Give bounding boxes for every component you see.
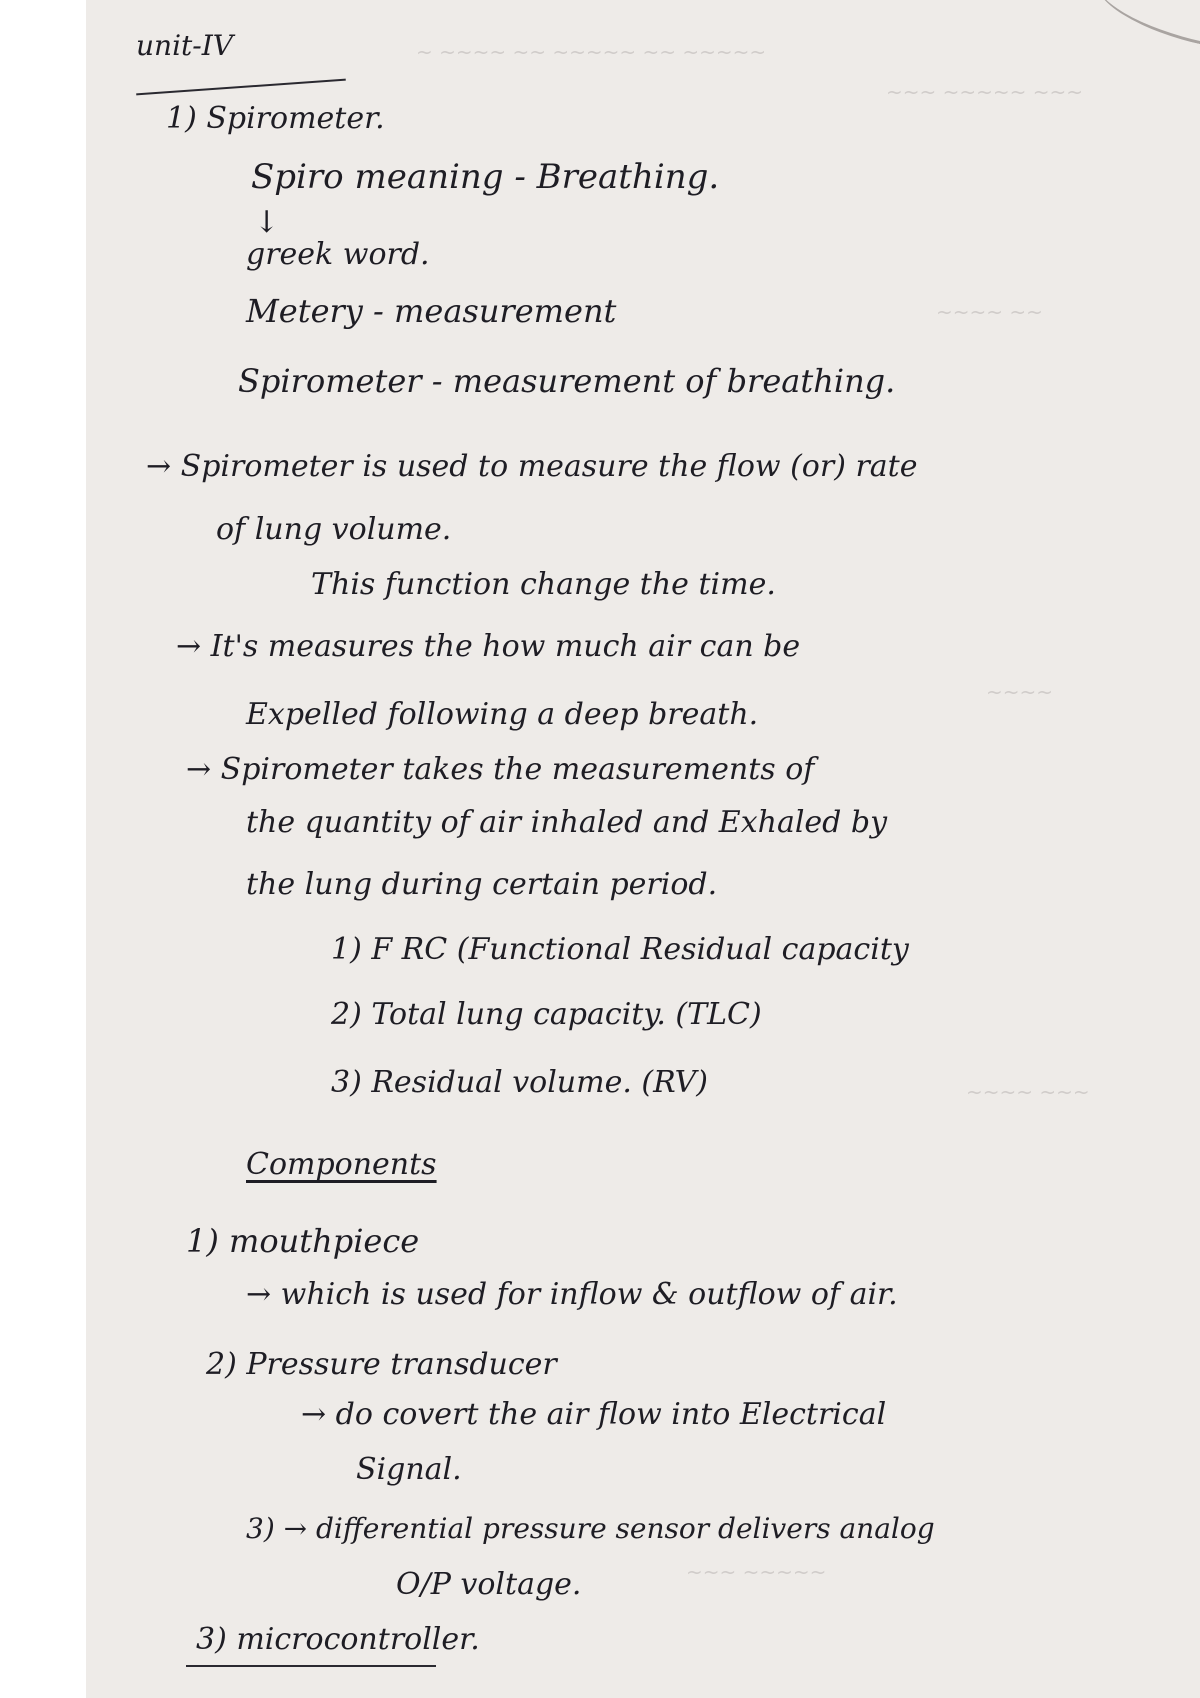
description-line: the quantity of air inhaled and Exhaled by — [246, 805, 888, 840]
topic-heading: 1) Spirometer. — [166, 101, 385, 136]
definition-arrow: ↓ — [254, 205, 280, 240]
unit-heading: unit-IV — [136, 29, 234, 62]
component-line: 3) → differential pressure sensor delivers analog — [246, 1512, 935, 1545]
measures-list-item: 3) Residual volume. (RV) — [331, 1065, 708, 1100]
component-underline — [186, 1665, 436, 1667]
component-line: Signal. — [356, 1452, 462, 1487]
notebook-page — [86, 0, 1200, 1698]
component-line: → do covert the air flow into Electrical — [301, 1397, 887, 1432]
bleed-through-texture: ~~~~ — [986, 680, 1054, 704]
description-line: the lung during certain period. — [246, 867, 718, 902]
heading-underline — [136, 79, 346, 96]
definition-line: Metery - measurement — [246, 292, 617, 330]
components-heading: Components — [246, 1147, 437, 1182]
component-line: → which is used for inflow & outflow of air. — [246, 1277, 898, 1312]
bleed-through-texture: ~~~~ ~~~ — [966, 1080, 1090, 1104]
definition-line: Spirometer - measurement of breathing. — [238, 362, 896, 400]
description-line: of lung volume. — [216, 512, 452, 547]
component-line: 2) Pressure transducer — [206, 1347, 557, 1382]
measures-list-item: 1) F RC (Functional Residual capacity — [331, 932, 909, 967]
description-line: → Spirometer takes the measurements of — [186, 752, 815, 787]
bleed-through-texture: ~~~ ~~~~~ — [686, 1560, 827, 1584]
bleed-through-texture: ~~~~ ~~ — [936, 300, 1043, 324]
page-curl-mark — [1087, 0, 1200, 45]
description-line: This function change the time. — [311, 567, 776, 602]
bleed-through-texture: ~ ~~~~ ~~ ~~~~~ ~~ ~~~~~ — [416, 40, 767, 64]
description-line: → It's measures the how much air can be — [176, 629, 801, 664]
description-line: Expelled following a deep breath. — [246, 697, 759, 732]
bleed-through-texture: ~~~ ~~~~~ ~~~ — [886, 80, 1084, 104]
definition-line: Spiro meaning - Breathing. — [251, 157, 720, 197]
scan-left-margin — [0, 0, 86, 1698]
component-line: 3) microcontroller. — [196, 1622, 480, 1657]
component-line: 1) mouthpiece — [186, 1222, 420, 1260]
definition-line: greek word. — [246, 237, 430, 272]
measures-list-item: 2) Total lung capacity. (TLC) — [331, 997, 762, 1032]
component-line: O/P voltage. — [396, 1567, 582, 1602]
description-line: → Spirometer is used to measure the flow (or) rate — [146, 449, 918, 484]
